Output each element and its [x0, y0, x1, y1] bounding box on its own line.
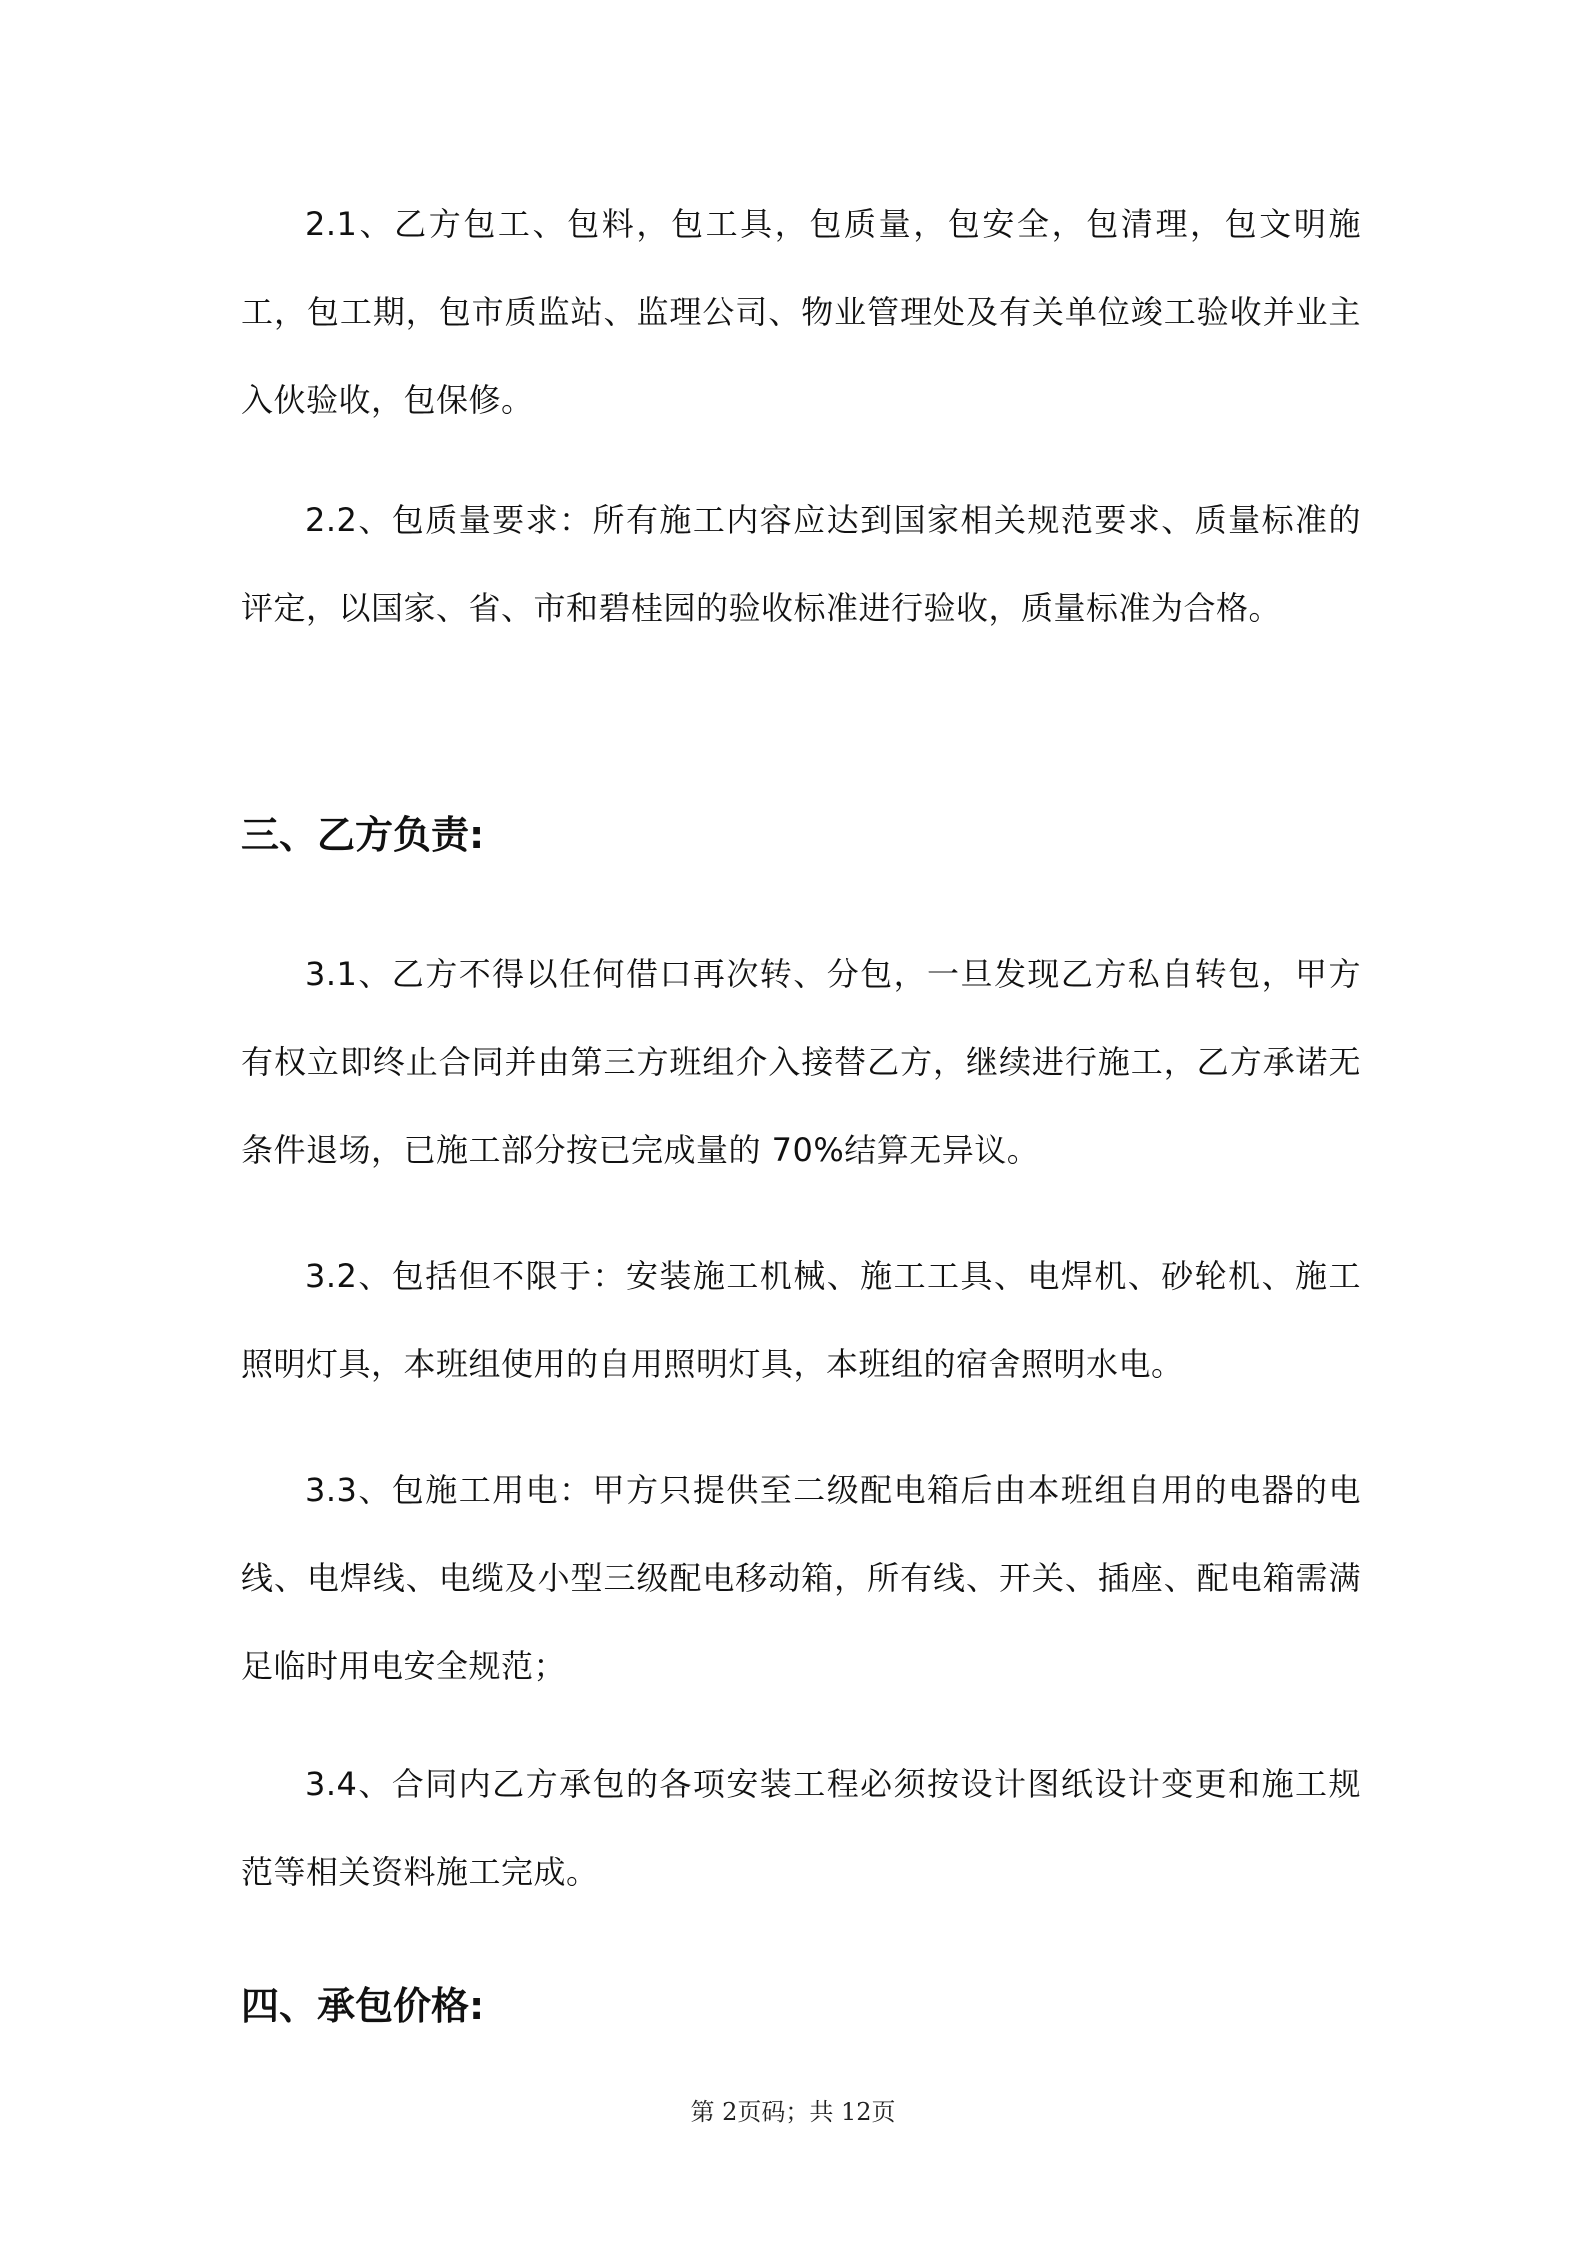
paragraph-3-2: 3.2、包括但不限于：安装施工机械、施工工具、电焊机、砂轮机、施工照明灯具，本班组使用的自用照明灯具，本班组的宿舍照明水电。	[241, 1257, 1361, 1383]
paragraph-3-1: 3.1、乙方不得以任何借口再次转、分包，一旦发现乙方私自转包，甲方有权立即终止合同并由第三方班组介入接替乙方，继续进行施工，乙方承诺无条件退场，已施工部分按已完成量的 70%结算无异议。	[241, 955, 1361, 1169]
section-heading-4: 四、承包价格:	[241, 1984, 485, 2028]
paragraph-3-3: 3.3、包施工用电：甲方只提供至二级配电箱后由本班组自用的电器的电线、电焊线、电缆及小型三级配电移动箱，所有线、开关、插座、配电箱需满足临时用电安全规范；	[241, 1471, 1361, 1685]
paragraph-2-2: 2.2、包质量要求：所有施工内容应达到国家相关规范要求、质量标准的评定，以国家、省、市和碧桂园的验收标准进行验收，质量标准为合格。	[241, 501, 1361, 627]
section-heading-3: 三、乙方负责:	[241, 813, 485, 857]
paragraph-2-1: 2.1、乙方包工、包料，包工具，包质量，包安全，包清理，包文明施工，包工期，包市质监站、监理公司、物业管理处及有关单位竣工验收并业主入伙验收，包保修。	[241, 205, 1361, 419]
page-footer: 第 2页码；共 12页	[690, 2098, 896, 2126]
paragraph-3-4: 3.4、合同内乙方承包的各项安装工程必须按设计图纸设计变更和施工规范等相关资料施工完成。	[241, 1765, 1361, 1891]
